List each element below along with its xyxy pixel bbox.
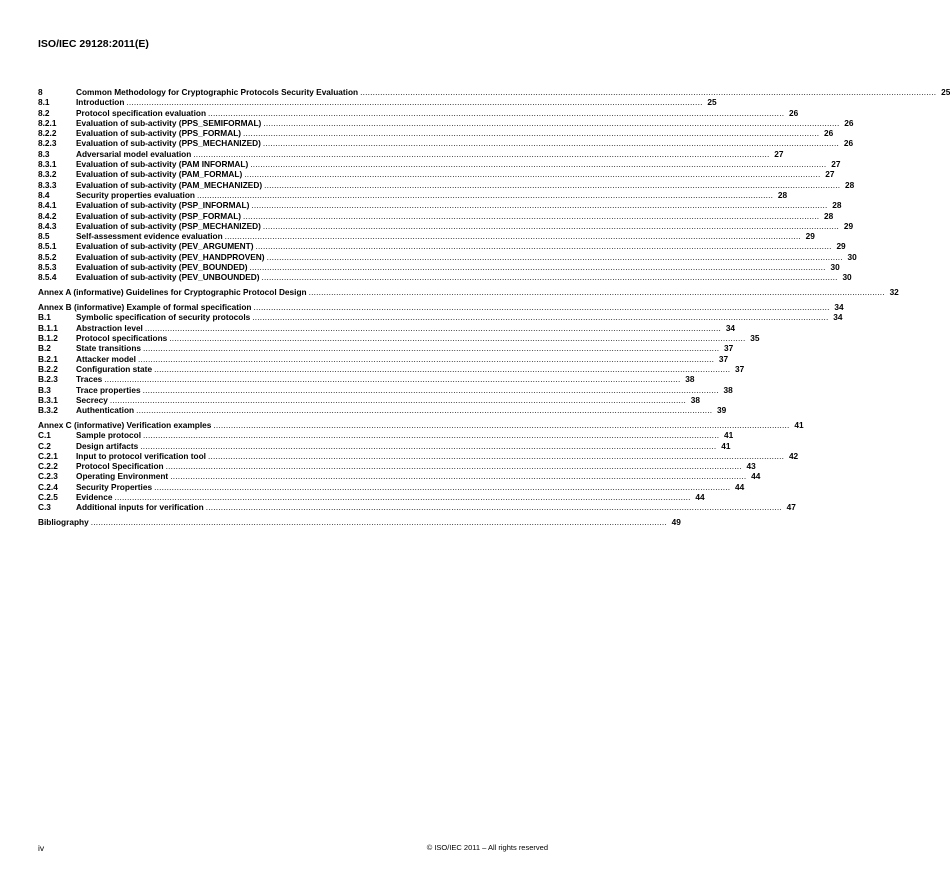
toc-dot-leader xyxy=(250,159,826,169)
toc-entry-title: Adversarial model evaluation xyxy=(76,148,192,159)
toc-entry-page: 38 xyxy=(685,374,695,385)
toc-entry[interactable] xyxy=(38,405,727,416)
toc-entry-number: 8.1 xyxy=(38,97,50,108)
toc-entry-number: B.1.2 xyxy=(38,333,58,344)
toc-entry-title: Bibliography xyxy=(38,517,89,528)
toc-entry-number: C.1 xyxy=(38,430,51,441)
page-number: iv xyxy=(38,843,45,853)
toc-entry-title: Operating Environment xyxy=(76,471,169,482)
toc-entry[interactable] xyxy=(38,128,834,139)
toc-dot-leader xyxy=(208,451,784,461)
toc-entry-page: 26 xyxy=(788,107,799,118)
toc-entry-title: Trace properties xyxy=(76,384,141,395)
toc-entry[interactable] xyxy=(38,343,734,354)
toc-entry-title: State transitions xyxy=(76,343,142,354)
toc-entry-number: 8 xyxy=(38,87,43,97)
toc-entry-page: 49 xyxy=(671,517,681,528)
toc-entry[interactable] xyxy=(38,169,835,180)
toc-entry-page: 30 xyxy=(842,272,852,283)
toc-entry-page: 27 xyxy=(831,159,841,170)
toc-entry[interactable] xyxy=(38,450,799,461)
toc-dot-leader xyxy=(243,128,819,138)
toc-entry-title: Symbolic specification of security protocols xyxy=(76,312,251,323)
toc-entry[interactable] xyxy=(38,363,745,374)
toc-entry-page: 41 xyxy=(721,440,731,451)
toc-entry-page: 41 xyxy=(794,419,804,430)
toc-entry[interactable] xyxy=(38,481,745,492)
toc-entry[interactable] xyxy=(38,231,815,242)
toc-entry-number: C.2.3 xyxy=(38,471,58,482)
toc-entry-title: Evaluation of sub-activity (PEV_BOUNDED) xyxy=(76,262,248,273)
toc-dot-leader xyxy=(154,482,730,492)
toc-dot-leader xyxy=(251,200,827,210)
toc-entry[interactable] xyxy=(38,97,717,108)
toc-entry[interactable] xyxy=(38,374,695,385)
toc-entry[interactable] xyxy=(38,419,804,430)
toc-entry-title: Secrecy xyxy=(76,394,108,405)
toc-entry-number: C.2.2 xyxy=(38,461,58,472)
toc-entry-title: Protocol specification evaluation xyxy=(76,107,207,118)
toc-entry-title: Additional inputs for verification xyxy=(76,502,204,513)
toc-entry-number: 8.3.1 xyxy=(38,159,57,170)
toc-entry[interactable] xyxy=(38,272,852,283)
toc-entry-number: C.2.5 xyxy=(38,492,58,503)
toc-dot-leader xyxy=(140,441,716,451)
toc-entry-number: 8.4 xyxy=(38,189,50,200)
toc-entry-number: 8.2.3 xyxy=(38,138,57,149)
toc-entry-number: 8.3.2 xyxy=(38,169,57,180)
toc-entry-number: 8.4.1 xyxy=(38,200,57,211)
document-header-title: ISO/IEC 29128:2011(E) xyxy=(38,38,149,50)
toc-entry[interactable] xyxy=(38,117,854,128)
toc-entry-title: Evaluation of sub-activity (PSP_FORMAL) xyxy=(76,210,242,221)
toc-dot-leader xyxy=(264,180,840,190)
toc-entry-title: Security Properties xyxy=(76,481,153,492)
toc-entry-number: 8.5.2 xyxy=(38,251,57,262)
toc-entry-page: 26 xyxy=(843,138,854,149)
toc-entry-title: Evaluation of sub-activity (PPS_SEMIFORMAL) xyxy=(76,117,262,128)
toc-entry-title: Security properties evaluation xyxy=(76,189,195,200)
toc-entry-page: 34 xyxy=(725,322,736,333)
toc-entry-page: 37 xyxy=(735,363,745,374)
toc-entry-title: Self-assessment evidence evaluation xyxy=(76,231,223,242)
toc-dot-leader xyxy=(309,287,885,297)
toc-dot-leader xyxy=(126,97,702,107)
toc-dot-leader xyxy=(253,302,829,312)
toc-entry-title: Common Methodology for Cryptographic Protocols Security Evaluation xyxy=(76,87,359,97)
toc-dot-leader xyxy=(170,471,746,481)
toc-entry-number: B.1 xyxy=(38,312,51,323)
toc-entry-number: B.3.2 xyxy=(38,405,58,416)
toc-entry-title: Sample protocol xyxy=(76,430,142,441)
toc-entry-page: 28 xyxy=(777,189,788,200)
toc-entry-number: 8.2.2 xyxy=(38,128,57,139)
toc-entry-page: 27 xyxy=(825,169,835,180)
toc-dot-leader xyxy=(255,241,831,251)
toc-entry-number: C.3 xyxy=(38,502,51,513)
toc-entry[interactable] xyxy=(38,430,734,441)
toc-dot-leader xyxy=(143,430,719,440)
toc-dot-leader xyxy=(193,149,769,159)
toc-entry-number: B.1.1 xyxy=(38,322,58,333)
copyright-notice: © ISO/IEC 2011 – All rights reserved xyxy=(426,843,548,852)
toc-entry[interactable] xyxy=(38,517,681,528)
toc-entry-number: 8.4.2 xyxy=(38,210,57,221)
toc-entry-page: 28 xyxy=(824,210,834,221)
toc-entry-number: B.2 xyxy=(38,343,51,354)
table-of-contents xyxy=(38,87,950,528)
toc-entry-page: 39 xyxy=(717,405,727,416)
toc-entry-title: Authentication xyxy=(76,405,135,416)
toc-entry-page: 30 xyxy=(830,262,840,273)
toc-entry-page: 43 xyxy=(746,461,756,472)
toc-entry[interactable] xyxy=(38,87,950,97)
toc-dot-leader xyxy=(169,333,745,343)
toc-entry[interactable] xyxy=(38,107,799,118)
toc-entry-title: Evaluation of sub-activity (PEV_HANDPROVEN) xyxy=(76,251,265,262)
toc-entry[interactable] xyxy=(38,251,857,262)
toc-entry-title: Input to protocol verification tool xyxy=(76,450,206,461)
toc-entry-number: 8.5.1 xyxy=(38,241,57,252)
toc-dot-leader xyxy=(250,262,826,272)
toc-dot-leader xyxy=(267,252,843,262)
toc-entry-title: Evaluation of sub-activity (PPS_FORMAL) xyxy=(76,128,242,139)
toc-dot-leader xyxy=(143,385,719,395)
toc-entry-page: 37 xyxy=(723,343,734,354)
toc-dot-leader xyxy=(110,395,686,405)
toc-entry-page: 29 xyxy=(836,241,846,252)
toc-dot-leader xyxy=(261,272,837,282)
toc-entry-page: 27 xyxy=(774,148,784,159)
toc-dot-leader xyxy=(114,492,690,502)
toc-entry-page: 26 xyxy=(844,117,854,128)
toc-entry-page: 37 xyxy=(718,353,729,364)
toc-dot-leader xyxy=(243,211,819,221)
toc-entry-title: Evidence xyxy=(76,492,113,503)
toc-dot-leader xyxy=(225,231,801,241)
toc-entry[interactable] xyxy=(38,148,784,159)
toc-entry-title: Annex C (informative) Verification examples xyxy=(38,419,212,430)
toc-entry-number: C.2 xyxy=(38,440,51,451)
toc-entry-number: B.2.3 xyxy=(38,374,58,385)
toc-entry-page: 38 xyxy=(723,384,733,395)
toc-entry-title: Traces xyxy=(76,374,103,385)
toc-dot-leader xyxy=(263,138,839,148)
toc-entry[interactable] xyxy=(38,210,834,221)
toc-entry-title: Attacker model xyxy=(76,353,136,364)
toc-entry-number: B.2.1 xyxy=(38,353,58,364)
toc-entry[interactable] xyxy=(38,440,731,451)
toc-dot-leader xyxy=(263,221,839,231)
toc-entry-title: Design artifacts xyxy=(76,440,139,451)
toc-dot-leader xyxy=(136,405,712,415)
toc-entry-number: 8.3 xyxy=(38,148,50,159)
toc-entry-page: 44 xyxy=(735,481,745,492)
toc-entry-page: 44 xyxy=(695,492,705,503)
toc-dot-leader xyxy=(154,364,730,374)
toc-entry-number: 8.5.3 xyxy=(38,262,57,273)
toc-entry-number: 8.2.1 xyxy=(38,117,57,128)
toc-entry[interactable] xyxy=(38,200,842,211)
toc-entry-title: Protocol specifications xyxy=(76,333,168,344)
toc-entry-title: Configuration state xyxy=(76,363,153,374)
toc-entry-title: Evaluation of sub-activity (PAM_MECHANIZED) xyxy=(76,179,263,190)
toc-dot-leader xyxy=(263,118,839,128)
toc-entry[interactable] xyxy=(38,353,729,364)
toc-entry-page: 25 xyxy=(707,97,717,108)
toc-dot-leader xyxy=(213,420,789,430)
toc-entry[interactable] xyxy=(38,322,736,333)
toc-entry-number: C.2.1 xyxy=(38,450,58,461)
toc-entry-number: 8.2 xyxy=(38,107,50,118)
toc-entry-page: 30 xyxy=(847,251,857,262)
toc-entry[interactable] xyxy=(38,394,701,405)
toc-entry-title: Annex A (informative) Guidelines for Cryptographic Protocol Design xyxy=(38,287,307,298)
toc-entry-number: 8.5.4 xyxy=(38,272,57,283)
toc-dot-leader xyxy=(360,87,936,97)
toc-dot-leader xyxy=(206,502,782,512)
toc-entry-title: Annex B (informative) Example of formal specification xyxy=(38,302,252,313)
toc-entry-number: C.2.4 xyxy=(38,481,58,492)
toc-entry-title: Evaluation of sub-activity (PSP_MECHANIZED) xyxy=(76,220,261,231)
toc-entry[interactable] xyxy=(38,138,854,149)
toc-entry-title: Evaluation of sub-activity (PAM_FORMAL) xyxy=(76,169,243,180)
toc-entry[interactable] xyxy=(38,502,796,513)
toc-dot-leader xyxy=(143,343,719,353)
toc-entry-title: Evaluation of sub-activity (PAM INFORMAL) xyxy=(76,159,249,170)
toc-entry[interactable] xyxy=(38,471,761,482)
toc-entry-page: 35 xyxy=(750,333,760,344)
toc-entry-number: B.3 xyxy=(38,384,51,395)
toc-entry-title: Protocol Specification xyxy=(76,461,164,472)
toc-dot-leader xyxy=(166,461,742,471)
toc-entry[interactable] xyxy=(38,287,899,298)
toc-entry-page: 34 xyxy=(834,302,844,313)
toc-dot-leader xyxy=(145,323,721,333)
toc-dot-leader xyxy=(104,374,680,384)
toc-entry-page: 44 xyxy=(751,471,761,482)
toc-entry[interactable] xyxy=(38,461,756,472)
toc-entry-title: Evaluation of sub-activity (PSP_INFORMAL) xyxy=(76,200,250,211)
toc-entry[interactable] xyxy=(38,189,788,200)
toc-entry-page: 32 xyxy=(889,287,899,298)
toc-entry-title: Introduction xyxy=(76,97,125,108)
toc-entry-page: 26 xyxy=(824,128,834,139)
toc-dot-leader xyxy=(138,354,714,364)
toc-entry-page: 41 xyxy=(723,430,734,441)
toc-entry-number: 8.4.3 xyxy=(38,220,57,231)
toc-dot-leader xyxy=(208,108,784,118)
toc-entry-title: Evaluation of sub-activity (PPS_MECHANIZED) xyxy=(76,138,261,149)
toc-entry-title: Abstraction level xyxy=(76,322,143,333)
toc-dot-leader xyxy=(91,517,667,527)
toc-entry[interactable] xyxy=(38,302,844,313)
toc-entry-number: B.3.1 xyxy=(38,394,58,405)
toc-entry[interactable] xyxy=(38,384,733,395)
toc-entry[interactable] xyxy=(38,333,760,344)
toc-entry-page: 29 xyxy=(843,220,854,231)
toc-entry[interactable] xyxy=(38,159,841,170)
toc-entry-page: 25 xyxy=(941,87,950,97)
toc-entry[interactable] xyxy=(38,179,855,190)
toc-entry-page: 28 xyxy=(845,179,855,190)
toc-entry-page: 42 xyxy=(788,450,799,461)
toc-entry[interactable] xyxy=(38,220,854,231)
toc-entry-page: 29 xyxy=(805,231,815,242)
toc-entry-title: Evaluation of sub-activity (PEV_ARGUMENT) xyxy=(76,241,254,252)
toc-dot-leader xyxy=(244,169,820,179)
toc-entry[interactable] xyxy=(38,492,705,503)
toc-entry[interactable] xyxy=(38,312,843,323)
toc-dot-leader xyxy=(252,312,828,322)
toc-entry-number: B.2.2 xyxy=(38,363,58,374)
toc-entry-number: 8.3.3 xyxy=(38,179,57,190)
toc-entry[interactable] xyxy=(38,241,846,252)
page-footer xyxy=(38,843,548,853)
toc-entry-number: 8.5 xyxy=(38,231,50,242)
toc-entry-page: 47 xyxy=(786,502,796,513)
toc-dot-leader xyxy=(197,190,773,200)
toc-entry-page: 34 xyxy=(833,312,843,323)
toc-entry-title: Evaluation of sub-activity (PEV_UNBOUNDED) xyxy=(76,272,260,283)
toc-entry-page: 28 xyxy=(832,200,842,211)
toc-entry[interactable] xyxy=(38,262,840,273)
toc-entry-page: 38 xyxy=(690,394,701,405)
